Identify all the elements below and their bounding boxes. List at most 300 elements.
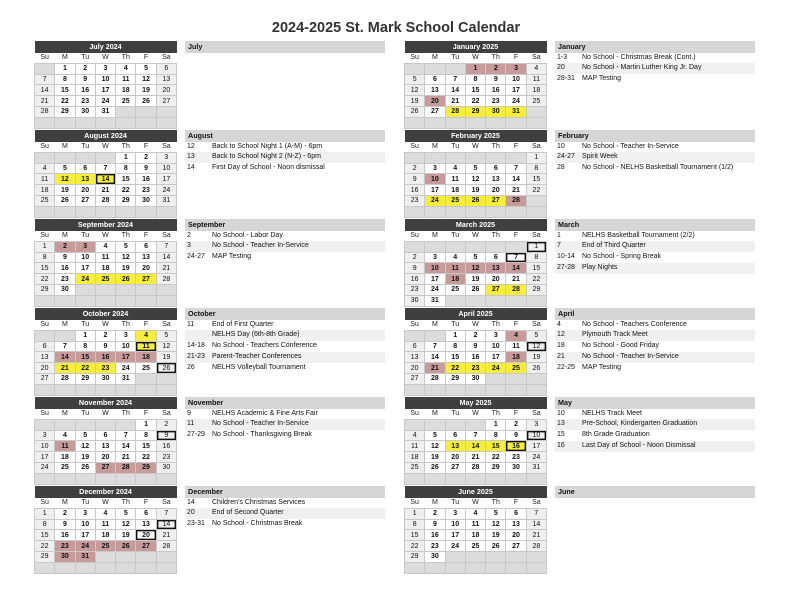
day-cell: 18 bbox=[445, 185, 465, 196]
event-row bbox=[185, 363, 385, 374]
empty-cell bbox=[136, 562, 156, 573]
empty-cell bbox=[95, 473, 115, 484]
day-cell: 28 bbox=[526, 541, 546, 552]
empty-cell bbox=[55, 562, 75, 573]
day-cell: 14 bbox=[35, 85, 55, 96]
day-cell: 25 bbox=[35, 195, 55, 206]
event-date: 27-28 bbox=[557, 263, 575, 271]
weekday-header: M bbox=[55, 498, 75, 509]
day-cell: 25 bbox=[526, 96, 546, 107]
weekday-header: Su bbox=[35, 231, 55, 242]
weekday-header: M bbox=[425, 409, 445, 420]
event-date: 26 bbox=[187, 363, 195, 371]
weekday-header: Th bbox=[116, 320, 136, 331]
event-date: 13 bbox=[557, 420, 565, 428]
day-cell: 3 bbox=[75, 241, 95, 252]
day-cell: 14 bbox=[116, 441, 136, 452]
weekday-header: Sa bbox=[156, 53, 176, 64]
day-cell: 1 bbox=[486, 419, 506, 430]
month-title: July 2024 bbox=[35, 41, 177, 53]
event-description: Pre-School, Kindergarten Graduation bbox=[582, 420, 698, 428]
empty-cell bbox=[405, 241, 425, 252]
event-row bbox=[185, 430, 385, 441]
empty-cell bbox=[526, 117, 546, 128]
empty-cell bbox=[35, 152, 55, 163]
month-block bbox=[404, 41, 757, 131]
event-date: 4 bbox=[557, 320, 561, 328]
empty-cell bbox=[405, 63, 425, 74]
day-cell: 4 bbox=[55, 430, 75, 441]
day-cell: 25 bbox=[95, 274, 115, 285]
day-cell: 12 bbox=[116, 519, 136, 530]
day-cell: 24 bbox=[486, 363, 506, 374]
day-cell: 11 bbox=[95, 519, 115, 530]
day-cell: 31 bbox=[425, 295, 445, 306]
day-cell: 15 bbox=[465, 85, 485, 96]
weekday-header: Su bbox=[35, 498, 55, 509]
day-cell: 7 bbox=[526, 508, 546, 519]
weekday-header: M bbox=[55, 142, 75, 153]
weekday-header: Th bbox=[486, 142, 506, 153]
month-block bbox=[404, 397, 757, 487]
day-cell: 27 bbox=[445, 462, 465, 473]
event-description: Plymouth Track Meet bbox=[582, 331, 648, 339]
event-date: 16 bbox=[557, 441, 565, 449]
day-cell: 28 bbox=[35, 106, 55, 117]
day-cell: 23 bbox=[405, 195, 425, 206]
day-cell: 19 bbox=[55, 185, 75, 196]
day-cell: 17 bbox=[526, 441, 546, 452]
month-calendar bbox=[404, 397, 547, 485]
weekday-header: Sa bbox=[156, 231, 176, 242]
weekday-header: Th bbox=[486, 320, 506, 331]
day-cell: 10 bbox=[75, 519, 95, 530]
event-description: MAP Testing bbox=[212, 253, 252, 261]
day-cell: 14 bbox=[445, 85, 465, 96]
day-cell: 23 bbox=[136, 185, 156, 196]
day-cell: 20 bbox=[425, 96, 445, 107]
event-date: 2 bbox=[187, 231, 191, 239]
weekday-header: M bbox=[425, 53, 445, 64]
event-row bbox=[185, 163, 385, 174]
weekday-header: W bbox=[465, 142, 485, 153]
weekday-header: Tu bbox=[75, 498, 95, 509]
empty-cell bbox=[506, 241, 526, 252]
day-cell: 25 bbox=[116, 96, 136, 107]
day-cell: 21 bbox=[425, 363, 445, 374]
events-heading: June bbox=[555, 486, 755, 498]
weekday-header: Sa bbox=[156, 409, 176, 420]
weekday-header: M bbox=[55, 231, 75, 242]
event-date: 28-31 bbox=[557, 75, 575, 83]
day-cell: 26 bbox=[116, 541, 136, 552]
weekday-header: Su bbox=[405, 409, 425, 420]
empty-cell bbox=[445, 419, 465, 430]
day-cell: 8 bbox=[75, 341, 95, 352]
day-cell: 16 bbox=[75, 85, 95, 96]
day-cell: 26 bbox=[136, 96, 156, 107]
empty-cell bbox=[526, 384, 546, 395]
weekday-header: Tu bbox=[445, 231, 465, 242]
day-cell: 5 bbox=[486, 508, 506, 519]
day-cell: 17 bbox=[486, 352, 506, 363]
weekday-header: M bbox=[425, 231, 445, 242]
day-cell: 26 bbox=[75, 462, 95, 473]
empty-cell bbox=[136, 295, 156, 306]
events-heading: October bbox=[185, 308, 385, 320]
day-cell: 26 bbox=[405, 106, 425, 117]
day-cell: 14 bbox=[156, 519, 176, 530]
empty-cell bbox=[445, 295, 465, 306]
empty-cell bbox=[526, 551, 546, 562]
event-row bbox=[555, 163, 755, 174]
day-cell: 27 bbox=[95, 462, 115, 473]
empty-cell bbox=[465, 206, 485, 217]
day-cell: 8 bbox=[486, 430, 506, 441]
empty-cell bbox=[95, 384, 115, 395]
weekday-header: Th bbox=[486, 53, 506, 64]
event-date: 14 bbox=[187, 164, 195, 172]
day-cell: 5 bbox=[465, 163, 485, 174]
empty-cell bbox=[465, 562, 485, 573]
day-cell: 7 bbox=[506, 163, 526, 174]
event-description: End of Third Quarter bbox=[582, 242, 646, 250]
day-cell: 11 bbox=[445, 174, 465, 185]
event-row bbox=[555, 352, 755, 363]
event-description: 8th Grade Graduation bbox=[582, 431, 650, 439]
day-cell: 1 bbox=[405, 508, 425, 519]
empty-cell bbox=[445, 117, 465, 128]
day-cell: 4 bbox=[506, 330, 526, 341]
day-cell: 1 bbox=[136, 419, 156, 430]
empty-cell bbox=[95, 152, 115, 163]
empty-cell bbox=[425, 330, 445, 341]
weekday-header: Su bbox=[35, 53, 55, 64]
weekday-header: Tu bbox=[445, 53, 465, 64]
event-date: 13 bbox=[187, 153, 195, 161]
day-cell: 30 bbox=[95, 373, 115, 384]
event-row bbox=[185, 508, 385, 519]
day-cell: 8 bbox=[35, 519, 55, 530]
events-panel bbox=[185, 130, 385, 174]
day-cell: 3 bbox=[425, 252, 445, 263]
day-cell: 26 bbox=[526, 363, 546, 374]
empty-cell bbox=[405, 117, 425, 128]
day-cell: 12 bbox=[136, 74, 156, 85]
weekday-header: W bbox=[95, 498, 115, 509]
page-title: 2024-2025 St. Mark School Calendar bbox=[271, 20, 521, 36]
day-cell: 29 bbox=[136, 462, 156, 473]
day-cell: 5 bbox=[465, 252, 485, 263]
day-cell: 6 bbox=[486, 163, 506, 174]
day-cell: 2 bbox=[95, 330, 115, 341]
event-date: 14-18 bbox=[187, 342, 205, 350]
day-cell: 12 bbox=[526, 341, 546, 352]
day-cell: 20 bbox=[136, 530, 156, 541]
day-cell: 15 bbox=[526, 263, 546, 274]
day-cell: 25 bbox=[445, 195, 465, 206]
event-date: 1 bbox=[557, 231, 561, 239]
day-cell: 14 bbox=[156, 252, 176, 263]
day-cell: 9 bbox=[136, 163, 156, 174]
day-cell: 9 bbox=[95, 341, 115, 352]
day-cell: 7 bbox=[156, 241, 176, 252]
empty-cell bbox=[465, 473, 485, 484]
day-cell: 13 bbox=[75, 174, 95, 185]
day-cell: 13 bbox=[95, 441, 115, 452]
day-cell: 15 bbox=[486, 441, 506, 452]
day-cell: 8 bbox=[35, 252, 55, 263]
day-cell: 13 bbox=[136, 519, 156, 530]
day-cell: 29 bbox=[35, 551, 55, 562]
day-cell: 31 bbox=[526, 462, 546, 473]
day-cell: 13 bbox=[506, 519, 526, 530]
day-cell: 23 bbox=[405, 284, 425, 295]
day-cell: 22 bbox=[116, 185, 136, 196]
day-cell: 10 bbox=[156, 163, 176, 174]
empty-cell bbox=[136, 117, 156, 128]
weekday-header: Tu bbox=[75, 142, 95, 153]
day-cell: 12 bbox=[465, 174, 485, 185]
weekday-header: Th bbox=[486, 231, 506, 242]
day-cell: 19 bbox=[116, 263, 136, 274]
day-cell: 25 bbox=[405, 462, 425, 473]
day-cell: 8 bbox=[136, 430, 156, 441]
day-cell: 25 bbox=[445, 284, 465, 295]
empty-cell bbox=[95, 551, 115, 562]
day-cell: 17 bbox=[506, 85, 526, 96]
month-title: June 2025 bbox=[405, 486, 547, 498]
weekday-header: M bbox=[55, 409, 75, 420]
day-cell: 30 bbox=[75, 106, 95, 117]
empty-cell bbox=[425, 473, 445, 484]
day-cell: 18 bbox=[95, 263, 115, 274]
empty-cell bbox=[405, 562, 425, 573]
day-cell: 7 bbox=[425, 341, 445, 352]
month-block bbox=[404, 308, 757, 398]
month-calendar bbox=[34, 397, 177, 485]
weekday-header: F bbox=[136, 409, 156, 420]
weekday-header: M bbox=[425, 320, 445, 331]
event-row bbox=[555, 263, 755, 274]
empty-cell bbox=[405, 419, 425, 430]
weekday-header: Su bbox=[405, 142, 425, 153]
empty-cell bbox=[526, 295, 546, 306]
empty-cell bbox=[506, 473, 526, 484]
day-cell: 2 bbox=[405, 163, 425, 174]
empty-cell bbox=[526, 206, 546, 217]
event-row bbox=[555, 430, 755, 441]
day-cell: 2 bbox=[55, 241, 75, 252]
month-calendar bbox=[34, 41, 177, 129]
day-cell: 12 bbox=[486, 519, 506, 530]
event-description: No School - Martin Luther King Jr. Day bbox=[582, 64, 702, 72]
weekday-header: Tu bbox=[445, 409, 465, 420]
day-cell: 18 bbox=[136, 352, 156, 363]
day-cell: 4 bbox=[405, 430, 425, 441]
weekday-header: F bbox=[506, 320, 526, 331]
empty-cell bbox=[425, 384, 445, 395]
day-cell: 15 bbox=[35, 263, 55, 274]
day-cell: 21 bbox=[465, 452, 485, 463]
empty-cell bbox=[116, 551, 136, 562]
month-calendar bbox=[404, 219, 547, 307]
day-cell: 11 bbox=[506, 341, 526, 352]
weekday-header: Tu bbox=[445, 320, 465, 331]
event-row bbox=[555, 241, 755, 252]
day-cell: 29 bbox=[465, 106, 485, 117]
weekday-header: Su bbox=[405, 53, 425, 64]
empty-cell bbox=[486, 241, 506, 252]
day-cell: 6 bbox=[75, 163, 95, 174]
empty-cell bbox=[156, 384, 176, 395]
day-cell: 21 bbox=[35, 96, 55, 107]
weekday-header: F bbox=[136, 142, 156, 153]
day-cell: 17 bbox=[75, 263, 95, 274]
empty-cell bbox=[75, 152, 95, 163]
day-cell: 27 bbox=[425, 106, 445, 117]
day-cell: 5 bbox=[156, 330, 176, 341]
day-cell: 12 bbox=[405, 85, 425, 96]
empty-cell bbox=[465, 117, 485, 128]
day-cell: 2 bbox=[425, 508, 445, 519]
empty-cell bbox=[486, 373, 506, 384]
day-cell: 4 bbox=[95, 508, 115, 519]
month-block bbox=[34, 397, 387, 487]
day-cell: 12 bbox=[465, 263, 485, 274]
day-cell: 14 bbox=[425, 352, 445, 363]
empty-cell bbox=[405, 152, 425, 163]
event-row bbox=[555, 419, 755, 430]
weekday-header: Sa bbox=[526, 409, 546, 420]
empty-cell bbox=[116, 106, 136, 117]
day-cell: 22 bbox=[526, 274, 546, 285]
day-cell: 29 bbox=[405, 551, 425, 562]
empty-cell bbox=[506, 206, 526, 217]
day-cell: 16 bbox=[465, 352, 485, 363]
empty-cell bbox=[405, 330, 425, 341]
event-row bbox=[555, 142, 755, 153]
empty-cell bbox=[136, 373, 156, 384]
empty-cell bbox=[95, 295, 115, 306]
events-heading: February bbox=[555, 130, 755, 142]
empty-cell bbox=[486, 384, 506, 395]
day-cell: 15 bbox=[75, 352, 95, 363]
day-cell: 16 bbox=[405, 274, 425, 285]
day-cell: 1 bbox=[116, 152, 136, 163]
event-row bbox=[185, 231, 385, 242]
empty-cell bbox=[95, 284, 115, 295]
event-description: Spirit Week bbox=[582, 153, 618, 161]
day-cell: 24 bbox=[116, 363, 136, 374]
day-cell: 15 bbox=[35, 530, 55, 541]
day-cell: 17 bbox=[445, 530, 465, 541]
day-cell: 5 bbox=[116, 508, 136, 519]
event-row bbox=[185, 330, 385, 341]
event-row bbox=[185, 152, 385, 163]
day-cell: 15 bbox=[526, 174, 546, 185]
month-calendar bbox=[404, 486, 547, 574]
event-description: No School - Thanksgiving Break bbox=[212, 431, 312, 439]
event-date: 1-3 bbox=[557, 53, 568, 61]
day-cell: 3 bbox=[425, 163, 445, 174]
weekday-header: F bbox=[506, 409, 526, 420]
month-block bbox=[404, 130, 757, 220]
day-cell: 16 bbox=[506, 441, 526, 452]
empty-cell bbox=[95, 206, 115, 217]
day-cell: 10 bbox=[116, 341, 136, 352]
day-cell: 20 bbox=[75, 185, 95, 196]
weekday-header: M bbox=[425, 142, 445, 153]
empty-cell bbox=[425, 562, 445, 573]
day-cell: 15 bbox=[405, 530, 425, 541]
empty-cell bbox=[35, 117, 55, 128]
empty-cell bbox=[35, 562, 55, 573]
day-cell: 19 bbox=[486, 530, 506, 541]
empty-cell bbox=[156, 473, 176, 484]
day-cell: 29 bbox=[75, 373, 95, 384]
day-cell: 14 bbox=[55, 352, 75, 363]
events-panel bbox=[555, 130, 755, 174]
month-title: April 2025 bbox=[405, 308, 547, 320]
day-cell: 10 bbox=[425, 174, 445, 185]
month-block bbox=[34, 308, 387, 398]
event-row bbox=[185, 252, 385, 263]
event-row bbox=[185, 341, 385, 352]
empty-cell bbox=[486, 117, 506, 128]
event-date: 27-29 bbox=[187, 431, 205, 439]
day-cell: 28 bbox=[445, 106, 465, 117]
event-description: Last Day of School - Noon Dismissal bbox=[582, 441, 696, 449]
weekday-header: F bbox=[136, 320, 156, 331]
day-cell: 27 bbox=[136, 541, 156, 552]
day-cell: 20 bbox=[486, 274, 506, 285]
empty-cell bbox=[445, 384, 465, 395]
day-cell: 8 bbox=[526, 163, 546, 174]
weekday-header: F bbox=[136, 498, 156, 509]
day-cell: 7 bbox=[506, 252, 526, 263]
day-cell: 7 bbox=[95, 163, 115, 174]
weekday-header: W bbox=[465, 320, 485, 331]
empty-cell bbox=[425, 419, 445, 430]
weekday-header: W bbox=[465, 53, 485, 64]
weekday-header: M bbox=[425, 498, 445, 509]
empty-cell bbox=[156, 117, 176, 128]
event-date: 10-14 bbox=[557, 253, 575, 261]
day-cell: 24 bbox=[425, 195, 445, 206]
day-cell: 18 bbox=[465, 530, 485, 541]
day-cell: 11 bbox=[95, 252, 115, 263]
day-cell: 30 bbox=[55, 551, 75, 562]
weekday-header: W bbox=[465, 409, 485, 420]
day-cell: 6 bbox=[35, 341, 55, 352]
day-cell: 18 bbox=[116, 85, 136, 96]
weekday-header: Tu bbox=[75, 231, 95, 242]
empty-cell bbox=[35, 330, 55, 341]
day-cell: 18 bbox=[35, 185, 55, 196]
weekday-header: Sa bbox=[526, 498, 546, 509]
month-title: May 2025 bbox=[405, 397, 547, 409]
day-cell: 23 bbox=[55, 541, 75, 552]
empty-cell bbox=[425, 152, 445, 163]
event-date: 15 bbox=[557, 431, 565, 439]
day-cell: 22 bbox=[75, 363, 95, 374]
day-cell: 11 bbox=[136, 341, 156, 352]
empty-cell bbox=[425, 206, 445, 217]
day-cell: 3 bbox=[506, 63, 526, 74]
empty-cell bbox=[445, 63, 465, 74]
day-cell: 19 bbox=[136, 85, 156, 96]
